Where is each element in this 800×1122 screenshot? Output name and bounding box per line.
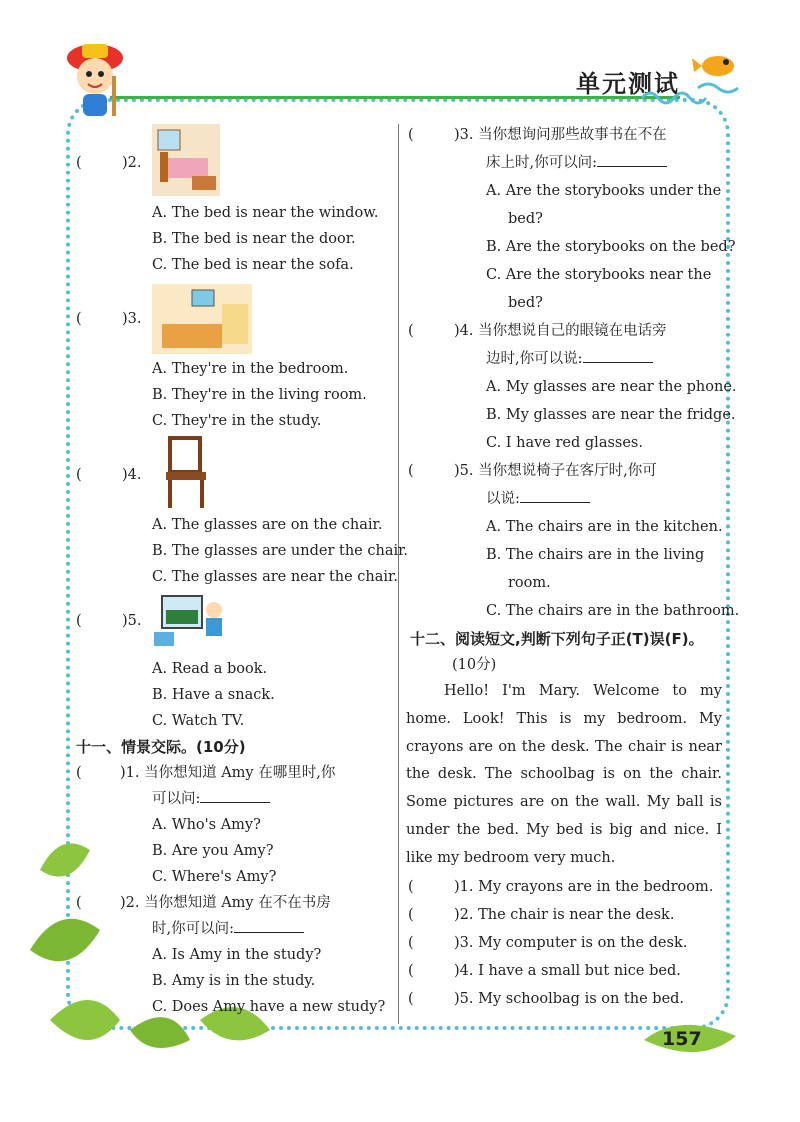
option-a: A. Are the storybooks under the bbox=[486, 183, 722, 199]
option-a: A. Is Amy in the study? bbox=[152, 947, 322, 963]
answer-blank[interactable] bbox=[200, 788, 270, 803]
section-heading: 十一、情景交际。(10分) bbox=[76, 738, 246, 756]
option-c: C. Watch TV. bbox=[152, 713, 245, 729]
question-text-cont bbox=[486, 150, 667, 176]
answer-blank[interactable] bbox=[234, 918, 304, 933]
option-a: A. The bed is near the window. bbox=[152, 205, 379, 221]
chair-picture bbox=[160, 436, 212, 510]
option-c-cont: bed? bbox=[508, 295, 543, 311]
section-score: (10分) bbox=[452, 657, 497, 673]
option-a: A. The glasses are on the chair. bbox=[152, 517, 383, 533]
answer-paren: ( bbox=[408, 963, 414, 979]
answer-blank[interactable] bbox=[520, 488, 590, 503]
page-number: 157 bbox=[662, 1028, 702, 1050]
option-c: C. They're in the study. bbox=[152, 413, 322, 429]
reading-passage: Hello! I'm Mary. Welcome to my home. Look! This is my bedroom. My crayons are on the desk. The chair is near the desk. The schoolbag is on the chair. Some pictures are on the wall. My ball is under the bed. My bed is big and nice. I like my bedroom very much. bbox=[406, 683, 722, 866]
question-text: )2. 当你想知道 Amy 在不在书房 bbox=[120, 895, 331, 911]
question-number: )4. bbox=[122, 467, 142, 483]
answer-paren: ( bbox=[76, 467, 82, 483]
answer-blank[interactable] bbox=[597, 152, 667, 167]
answer-paren: ( bbox=[76, 155, 82, 171]
answer-paren: ( bbox=[408, 907, 414, 923]
option-a: A. Who's Amy? bbox=[152, 817, 261, 833]
question-text: 以说: bbox=[486, 491, 520, 507]
option-b: B. Are the storybooks on the bed? bbox=[486, 239, 736, 255]
answer-paren: ( bbox=[76, 311, 82, 327]
answer-paren: ( bbox=[408, 991, 414, 1007]
bedroom-picture bbox=[152, 124, 220, 196]
option-c: C. Are the storybooks near the bbox=[486, 267, 712, 283]
option-a: A. Read a book. bbox=[152, 661, 268, 677]
answer-paren: ( bbox=[408, 463, 414, 479]
option-b: B. Are you Amy? bbox=[152, 843, 274, 859]
question-text: 边时,你可以说: bbox=[486, 351, 583, 367]
tf-statement: )3. My computer is on the desk. bbox=[454, 935, 688, 951]
living-room-picture bbox=[152, 284, 252, 354]
answer-paren: ( bbox=[76, 895, 82, 911]
question-text-cont bbox=[152, 786, 270, 812]
question-text-cont bbox=[152, 916, 304, 942]
answer-paren: ( bbox=[76, 613, 82, 629]
tf-statement: )4. I have a small but nice bed. bbox=[454, 963, 681, 979]
question-number: )3. bbox=[122, 311, 142, 327]
option-c: C. Does Amy have a new study? bbox=[152, 999, 386, 1015]
answer-paren: ( bbox=[408, 935, 414, 951]
option-c: C. I have red glasses. bbox=[486, 435, 643, 451]
option-b: B. The chairs are in the living bbox=[486, 547, 705, 563]
page-title: 单元测试 bbox=[576, 70, 680, 98]
option-a: A. The chairs are in the kitchen. bbox=[486, 519, 723, 535]
answer-paren: ( bbox=[408, 323, 414, 339]
question-number: )2. bbox=[122, 155, 142, 171]
option-a-cont: bed? bbox=[508, 211, 543, 227]
question-text: )3. 当你想询问那些故事书在不在 bbox=[454, 127, 667, 143]
answer-paren: ( bbox=[408, 127, 414, 143]
question-number: )5. bbox=[122, 613, 142, 629]
option-c: C. The bed is near the sofa. bbox=[152, 257, 354, 273]
option-a: A. They're in the bedroom. bbox=[152, 361, 349, 377]
tf-statement: )2. The chair is near the desk. bbox=[454, 907, 675, 923]
option-b: B. Amy is in the study. bbox=[152, 973, 316, 989]
question-text: 时,你可以问: bbox=[152, 921, 234, 937]
tf-statement: )5. My schoolbag is on the bed. bbox=[454, 991, 685, 1007]
option-b: B. Have a snack. bbox=[152, 687, 275, 703]
tv-watching-picture bbox=[152, 592, 234, 648]
answer-paren: ( bbox=[76, 765, 82, 781]
question-text-cont bbox=[486, 346, 653, 372]
option-a: A. My glasses are near the phone. bbox=[486, 379, 737, 395]
answer-blank[interactable] bbox=[583, 348, 653, 363]
option-b: B. The bed is near the door. bbox=[152, 231, 356, 247]
tf-statement: )1. My crayons are in the bedroom. bbox=[454, 879, 714, 895]
question-text: 床上时,你可以问: bbox=[486, 155, 597, 171]
option-b: B. The glasses are under the chair. bbox=[152, 543, 409, 559]
answer-paren: ( bbox=[408, 879, 414, 895]
question-text: )1. 当你想知道 Amy 在哪里时,你 bbox=[120, 765, 336, 781]
question-text: 可以问: bbox=[152, 791, 201, 807]
option-c: C. The chairs are in the bathroom. bbox=[486, 603, 740, 619]
question-text: )5. 当你想说椅子在客厅时,你可 bbox=[454, 463, 657, 479]
section-heading: 十二、阅读短文,判断下列句子正(T)误(F)。 bbox=[410, 630, 704, 648]
option-b: B. My glasses are near the fridge. bbox=[486, 407, 736, 423]
option-b: B. They're in the living room. bbox=[152, 387, 367, 403]
option-c: C. The glasses are near the chair. bbox=[152, 569, 398, 585]
option-b-cont: room. bbox=[508, 575, 551, 591]
question-text-cont bbox=[486, 486, 590, 512]
question-text: )4. 当你想说自己的眼镜在电话旁 bbox=[454, 323, 667, 339]
option-c: C. Where's Amy? bbox=[152, 869, 277, 885]
